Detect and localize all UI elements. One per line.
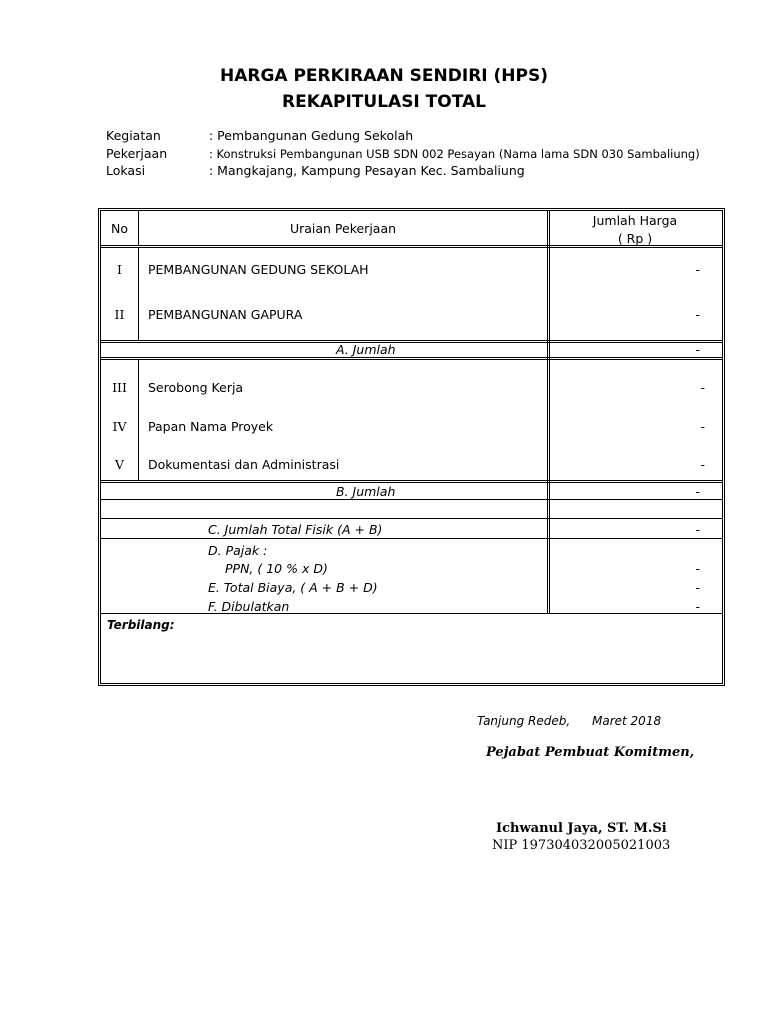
- pekerjaan-label: Pekerjaan: [106, 146, 168, 161]
- c-total-fisik-value: -: [695, 522, 700, 537]
- b-jumlah-value: -: [695, 484, 700, 499]
- header-no: No: [111, 221, 128, 236]
- row-uraian: Dokumentasi dan Administrasi: [148, 457, 340, 472]
- b-jumlah-label: B. Jumlah: [336, 484, 396, 499]
- signature-role: Pejabat Pembuat Komitmen,: [486, 745, 695, 760]
- e-total-biaya-label: E. Total Biaya, ( A + B + D): [208, 580, 378, 595]
- d-pajak-label: D. Pajak :: [208, 543, 268, 558]
- row-jumlah: -: [700, 380, 705, 395]
- row-no: I: [117, 262, 122, 277]
- recap-table: [98, 208, 725, 686]
- a-jumlah-value: -: [695, 342, 700, 357]
- row-divider: [101, 357, 722, 360]
- row-no: II: [114, 307, 125, 322]
- row-no: IV: [112, 419, 127, 434]
- terbilang-label: Terbilang:: [107, 618, 175, 632]
- info-kegiatan: [106, 128, 413, 143]
- row-jumlah: -: [695, 307, 700, 322]
- signature-nip: NIP 197304032005021003: [492, 838, 671, 853]
- a-jumlah-label: A. Jumlah: [336, 342, 396, 357]
- kegiatan-label: Kegiatan: [106, 128, 161, 143]
- document-title: HARGA PERKIRAAN SENDIRI (HPS): [219, 66, 549, 86]
- row-divider: [101, 518, 722, 519]
- row-uraian: Papan Nama Proyek: [148, 419, 274, 434]
- signature-place: Tanjung Redeb,: [477, 714, 571, 728]
- f-dibulatkan-label: F. Dibulatkan: [208, 599, 290, 614]
- ppn-value: -: [695, 561, 700, 576]
- row-divider: [101, 480, 722, 483]
- info-lokasi: [106, 163, 525, 178]
- lokasi-value: : Mangkajang, Kampung Pesayan Kec. Sambaliung: [209, 163, 525, 178]
- signature-name: Ichwanul Jaya, ST. M.Si: [496, 821, 667, 836]
- col-divider: [138, 360, 139, 481]
- row-divider: [101, 538, 722, 539]
- row-uraian: Serobong Kerja: [148, 380, 244, 395]
- signature-date: Maret 2018: [592, 714, 662, 728]
- row-no: III: [112, 380, 127, 395]
- row-divider: [101, 499, 722, 500]
- row-no: V: [114, 457, 125, 472]
- ppn-label: PPN, ( 10 % x D): [225, 561, 328, 576]
- row-jumlah: -: [700, 419, 705, 434]
- header-uraian: Uraian Pekerjaan: [289, 221, 397, 236]
- e-total-biaya-value: -: [695, 580, 700, 595]
- document-subtitle: REKAPITULASI TOTAL: [281, 92, 486, 112]
- header-rp: ( Rp ): [617, 231, 653, 246]
- c-total-fisik-label: C. Jumlah Total Fisik (A + B): [208, 522, 383, 537]
- kegiatan-value: : Pembangunan Gedung Sekolah: [209, 128, 414, 143]
- header-jumlah: Jumlah Harga: [592, 213, 678, 228]
- lokasi-label: Lokasi: [106, 163, 146, 178]
- row-jumlah: -: [695, 262, 700, 277]
- pekerjaan-value: : Konstruksi Pembangunan USB SDN 002 Pesayan (Nama lama SDN 030 Sambaliung): [209, 147, 700, 161]
- row-jumlah: -: [700, 457, 705, 472]
- col-divider: [138, 248, 139, 341]
- row-uraian: PEMBANGUNAN GEDUNG SEKOLAH: [148, 262, 369, 277]
- f-dibulatkan-value: -: [695, 599, 700, 614]
- row-uraian: PEMBANGUNAN GAPURA: [148, 307, 303, 322]
- info-pekerjaan: [106, 146, 700, 161]
